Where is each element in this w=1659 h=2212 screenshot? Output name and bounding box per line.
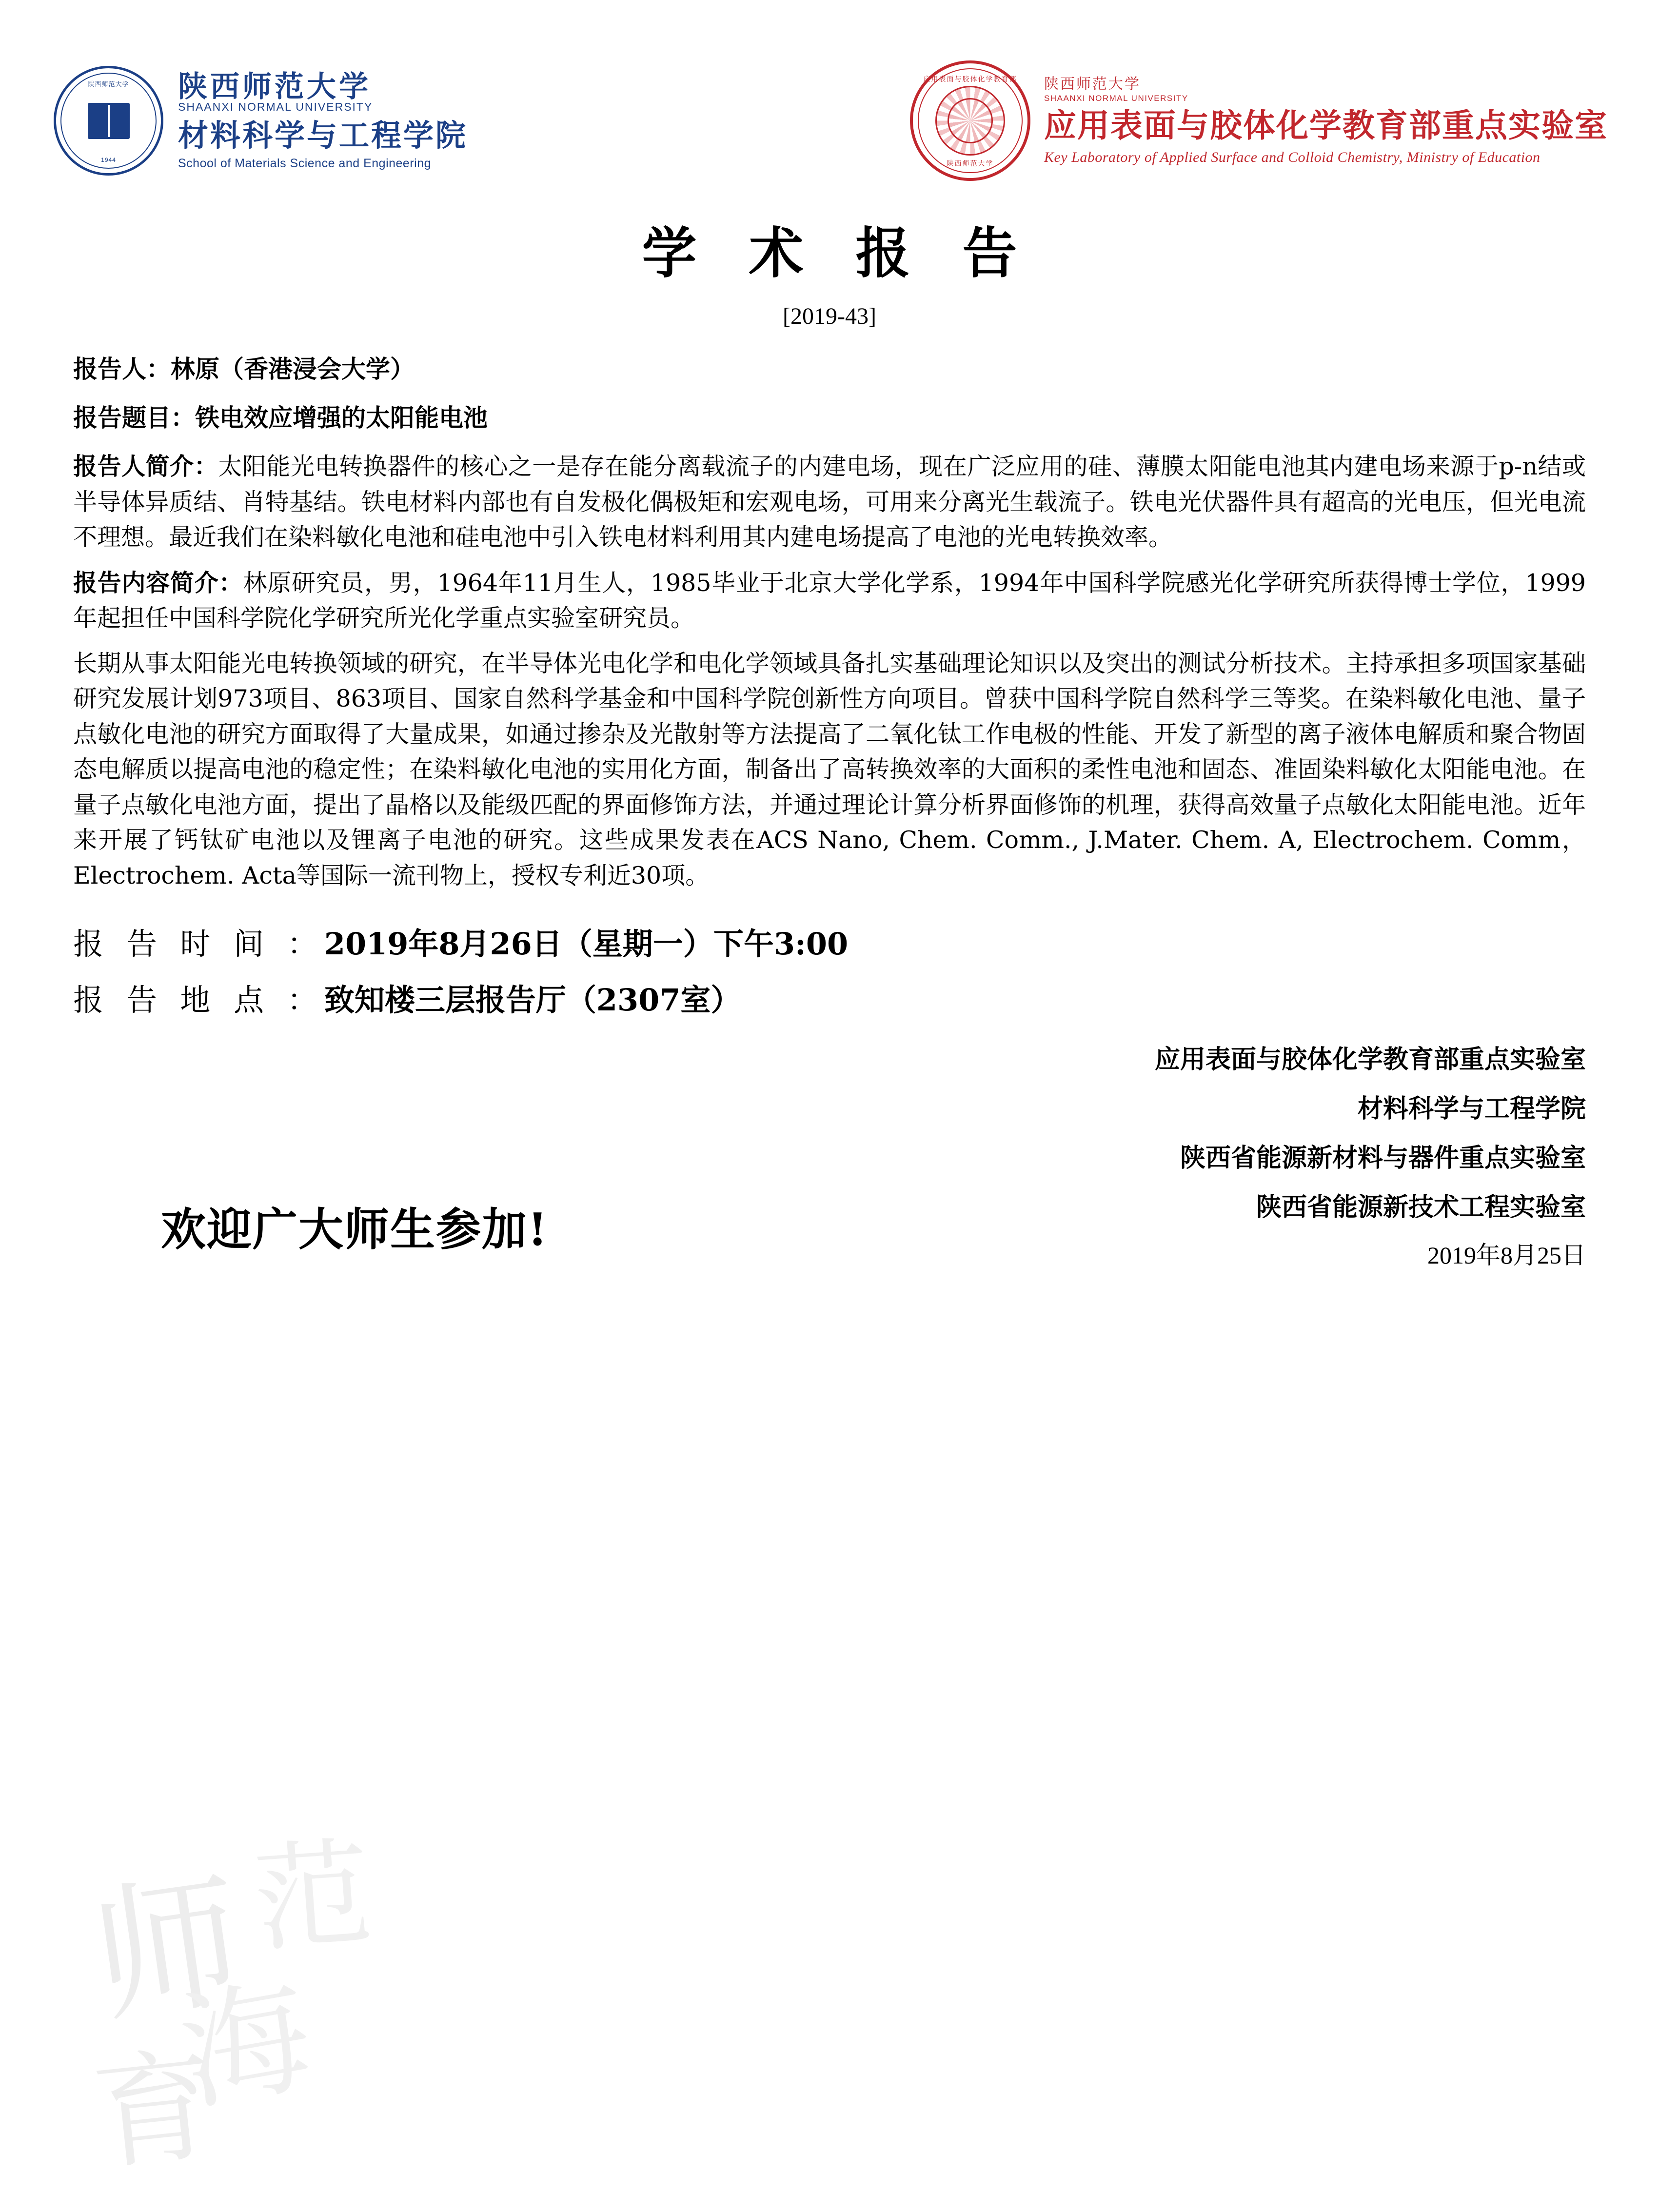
place-value: 致知楼三层报告厅（2307室） [324,982,741,1018]
lab-seal-top-text: 应用表面与胶体化学教育部 [923,76,1017,83]
watermark-char-1: 师 [83,1855,252,2044]
lab-seal-pattern [935,86,1005,156]
right-university-cn: 陕西师范大学 [1044,75,1141,93]
page-title: 学 术 报 告 [642,221,1034,285]
topic-label: 报告题目： [73,403,195,432]
organizer-line: 应用表面与胶体化学教育部重点实验室 [1154,1045,1586,1075]
watermark-char-2: 范 [249,1824,376,1969]
schedule-block [0,920,1659,1019]
organizers-block [1155,1039,1586,1271]
welcome-message: 欢迎广大师生参加! [161,1203,549,1256]
bio-text-1: 林原研究员，男，1964年11月生人，1985毕业于北京大学化学系，1994年中国科学院感光化学研究所获得博士学位，1999年起担任中国科学院化学研究所光化学重点实验室研究员。 [73,569,1586,632]
university-logo-left [54,66,468,176]
university-seal-icon [54,66,163,176]
bio-paragraph-1 [73,565,1586,636]
speaker-line [73,351,1586,387]
footer [0,1039,1659,1310]
seal-top-text: 陕西师范大学 [88,80,129,88]
topic-line [73,400,1586,436]
speaker-value: 林原（香港浸会大学） [171,355,415,383]
place-line [73,976,1586,1019]
document-number: [2019-43] [783,303,876,329]
issue-date: 2019年8月25日 [1427,1242,1586,1269]
speaker-label: 报告人： [73,355,171,383]
right-university-en: SHAANXI NORMAL UNIVERSITY [1044,93,1188,103]
organizer-line: 陕西省能源新技术工程实验室 [1256,1192,1586,1223]
seal-bottom-text: 1944 [101,157,116,163]
bio-label: 报告内容简介： [73,568,243,597]
watermark [83,1802,532,2188]
organizer-line: 材料科学与工程学院 [1357,1094,1586,1124]
time-line [73,920,1586,963]
watermark-char-3: 海 [170,1962,321,2129]
book-icon [88,103,130,139]
left-logo-text [178,69,468,170]
lab-logo-right [910,60,1608,181]
time-value: 2019年8月26日（星期一）下午3:00 [324,926,849,962]
left-school-cn: 材料科学与工程学院 [178,117,468,153]
bio-paragraph-2 [73,646,1586,894]
abstract-paragraph [73,449,1586,555]
abstract-label: 报告人简介： [73,452,218,480]
right-logo-text [1044,77,1608,165]
abstract-text: 太阳能光电转换器件的核心之一是存在能分离载流子的内建电场，现在广泛应用的硅、薄膜太阳能电池其内建电场来源于p-n结或半导体异质结、肖特基结。铁电材料内部也有自发极化偶极矩和宏观电场，可用来分离光生载流子。铁电光伏器件具有超高的光电压，但光电流不理想。最近我们在染料敏化电池和硅电池中引入铁电材料利用其内建电场提高了电池的光电转换效率。 [73,453,1586,552]
organizer-line: 陕西省能源新材料与器件重点实验室 [1180,1143,1586,1173]
poster-body [0,351,1659,893]
lab-seal-bottom-text: 陕西师范大学 [947,160,994,168]
topic-value: 铁电效应增强的太阳能电池 [195,403,488,432]
lab-seal-icon [910,60,1030,181]
left-school-en: School of Materials Science and Engineering [178,156,432,170]
place-label: 报 告 地 点 ： [73,982,324,1018]
time-label: 报 告 时 间 ： [73,926,324,962]
right-lab-en: Key Laboratory of Applied Surface and Colloid Chemistry, Ministry of Education [1044,149,1540,165]
seal-emblem [76,88,141,154]
right-lab-cn: 应用表面与胶体化学教育部重点实验室 [1044,106,1608,144]
bio-text-2: 长期从事太阳能光电转换领域的研究，在半导体光电化学和电化学领域具备扎实基础理论知识以及突出的测试分析技术。主持承担多项国家基础研究发展计划973项目、863项目、国家自然科学基金和中国科学院创新性方向项目。曾获中国科学院自然科学三等奖。在染料敏化电池、量子点敏化电池的研究方面取得了大量成果，如通过掺杂及光散射等方法提高了二氧化钛工作电极的性能、开发了新型的离子液体电解质和聚合物固态电解质以提高电池的稳定性；在染料敏化电池的实用化方面，制备出了高转换效率的大面积的柔性电池和固态、准固染料敏化太阳能电池。在量子点敏化电池方面，提出了晶格以及能级匹配的界面修饰方法，并通过理论计算分析界面修饰的机理，获得高效量子点敏化太阳能电池。近年来开展了钙钛矿电池以及锂离子电池的研究。这些成果发表在ACS Nano, Chem. Comm., J.Mater. Chem. A, Electrochem. Comm，Electrochem. Acta等国际一流刊物上，授权专利近30项。 [73,649,1586,889]
left-university-en: SHAANXI NORMAL UNIVERSITY [178,100,373,113]
header [0,0,1659,195]
left-university-cn: 陕西师范大学 [178,69,371,104]
watermark-char-4: 育 [86,2033,223,2188]
